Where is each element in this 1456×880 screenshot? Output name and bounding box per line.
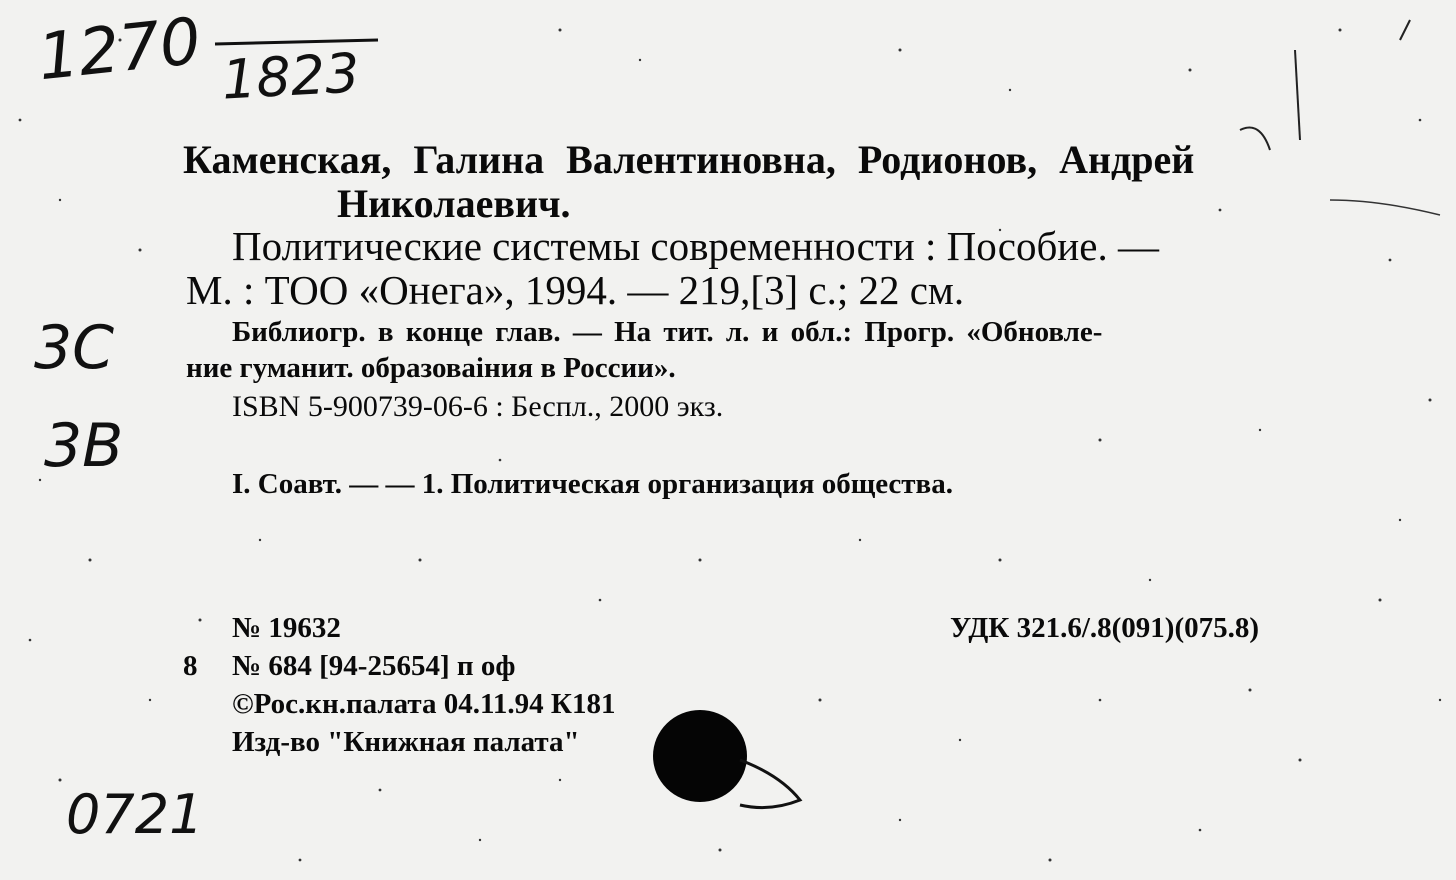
handwritten-margin-mark-1: 3С: [34, 313, 115, 383]
handwritten-shelf-number: 1270: [34, 4, 205, 96]
entry-title-line-2: М. : ТОО «Онега», 1994. — 219,[3] с.; 22 см.: [186, 267, 965, 313]
handwritten-bottom-number: 0721: [66, 783, 204, 846]
entry-note-line-2: ние гуманит. образоваіния в России».: [186, 352, 676, 384]
handwritten-margin-mark-2: 3В: [44, 411, 124, 481]
entry-authors-line-1: Каменская, Галина Валентиновна, Родионов, Андрей: [183, 137, 1195, 182]
entry-title-line-1: Политические системы современности : Пособие. —: [232, 223, 1159, 269]
footer-prefix-8: 8: [183, 650, 198, 682]
handwritten-sub-number: 1823: [220, 41, 361, 112]
footer-publisher: Изд-во "Книжная палата": [232, 726, 580, 758]
entry-authors-line-2: Николаевич.: [337, 181, 571, 226]
footer-udk: УДК 321.6/.8(091)(075.8): [950, 612, 1260, 644]
entry-note-line-1: Библиогр. в конце глав. — На тит. л. и обл.: Прогр. «Обновле-: [232, 316, 1103, 348]
entry-isbn: ISBN 5-900739-06-6 : Беспл., 2000 экз.: [232, 390, 724, 423]
footer-copyright: ©Рос.кн.палата 04.11.94 К181: [232, 688, 616, 720]
footer-number-1: № 19632: [232, 612, 341, 644]
entry-tracing: I. Соавт. — — 1. Политическая организация общества.: [232, 468, 953, 500]
footer-number-2: № 684 [94-25654] п оф: [232, 650, 516, 682]
